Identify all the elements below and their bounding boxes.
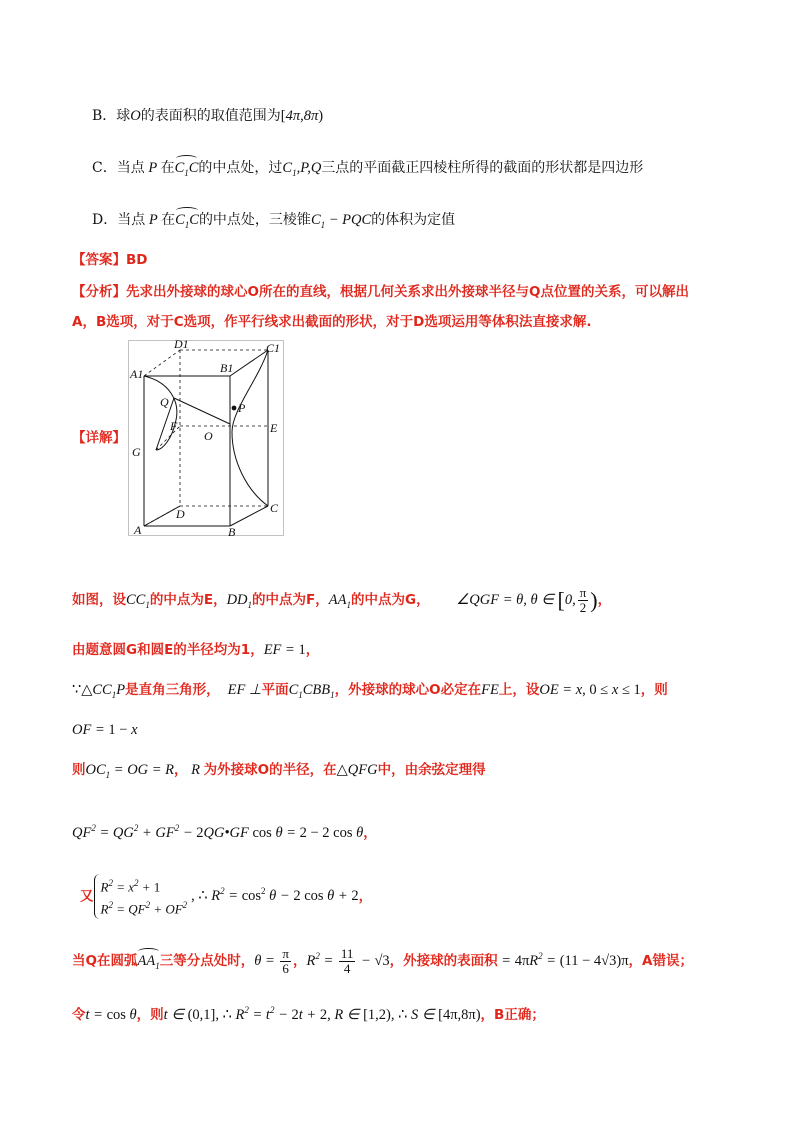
label-e: E [270, 421, 278, 435]
math-arc-c1c: $C_1C$ [175, 210, 199, 235]
detail-line-8: 当Q在圆弧$AA_1$三等分点处时，θ = $\frac{\pi}{6}$ ，$R^2$ = $\frac{11}{4}$ − √3，外接球的表面积 = $4\pi R^2 = (11 - 4√3)\pi$，A错误； [72, 946, 693, 976]
detail-line-7: 又 $R^2 = x^2 + 1$ $R^2 = QF^2 + OF^2$ , ∴ $R^2 = \cos^2 \theta - 2$ cos θ + 2， [80, 874, 372, 919]
label-a: A [134, 523, 142, 536]
label-p: P [238, 401, 246, 415]
prism-diagram [128, 340, 284, 536]
label-a1: A1 [130, 367, 144, 381]
label-c: C [270, 501, 279, 515]
math-angle-qgf: ∠QGF = θ, θ ∈ [0, $\frac{\pi}{2}$ ) [456, 585, 598, 615]
math-pyramid: $C_1$ − PQC [310, 212, 372, 230]
detail-line-9: 令t = cos θ，则t ∈ (0,1], ∴ $R^2 = t^2 - 2t + 2$, R ∈ [1,2), ∴ S ∈ [4π,8π)，B正确； [72, 1005, 545, 1023]
math-range: [4π,8π) [280, 108, 324, 124]
math-c1pq: $C_1,P,Q$ [282, 160, 322, 178]
math-p: P [145, 212, 162, 228]
option-c: C．当点 P 在$C_1C$的中点处，过$C_1,P,Q$三点的平面截正四棱柱所得的截面的形状都是四边形 [92, 158, 643, 183]
analysis-line-2: A，B选项，对于C选项，作平行线求出截面的形状，对于D选项运用等体积法直接求解. [72, 314, 592, 330]
label-c1: C1 [266, 341, 281, 355]
detail-line-6: $QF^2 = QG^2 + GF^2$ − 2QG•GF cos θ = 2 − 2 cos θ， [72, 823, 377, 841]
detail-line-2: 由题意圆G和圆E的半径均为1，EF = 1， [72, 642, 320, 658]
label-f: F [170, 419, 178, 433]
math-p: P [144, 160, 161, 176]
analysis-line-1: 【分析】先求出外接球的球心O所在的直线，根据几何关系求出外接球半径与Q点位置的关系，可以解出 [72, 284, 689, 300]
label-b1: B1 [220, 361, 234, 375]
option-b: B．球O的表面积的取值范围为[4π,8π) [92, 108, 324, 124]
label-d: D [176, 507, 185, 521]
label-d1: D1 [174, 340, 189, 351]
prism-figure [128, 340, 284, 536]
option-d: D．当点 P 在$C_1C$的中点处，三棱锥$C_1$ − PQC的体积为定值 [92, 210, 455, 235]
label-q: Q [160, 395, 169, 409]
detail-line-5: 则$OC_1$ = OG = R， R 为外接球O的半径，在△QFG中，由余弦定理得 [72, 762, 486, 780]
detail-line-4: OF = 1 − x [72, 722, 138, 738]
label-b: B [228, 525, 236, 536]
detail-tag: 【详解】 [72, 430, 126, 446]
label-g: G [132, 445, 141, 459]
detail-line-3: $\because\triangle CC_1P$是直角三角形， EF ⊥平面$C_1CBB_1$，外接球的球心O必定在FE上，设OE = x, 0 ≤ x ≤ 1，则 [72, 682, 668, 700]
answer: 【答案】BD [72, 252, 148, 268]
label-o: O [204, 429, 213, 443]
detail-line-1: 如图，设$CC_1$的中点为E，$DD_1$的中点为F，$AA_1$的中点为G， ∠QGF = θ, θ ∈ [0, $\frac{\pi}{2}$ )， [72, 585, 612, 615]
math-arc-c1c: $C_1C$ [175, 158, 199, 183]
math-o: O [130, 108, 141, 124]
